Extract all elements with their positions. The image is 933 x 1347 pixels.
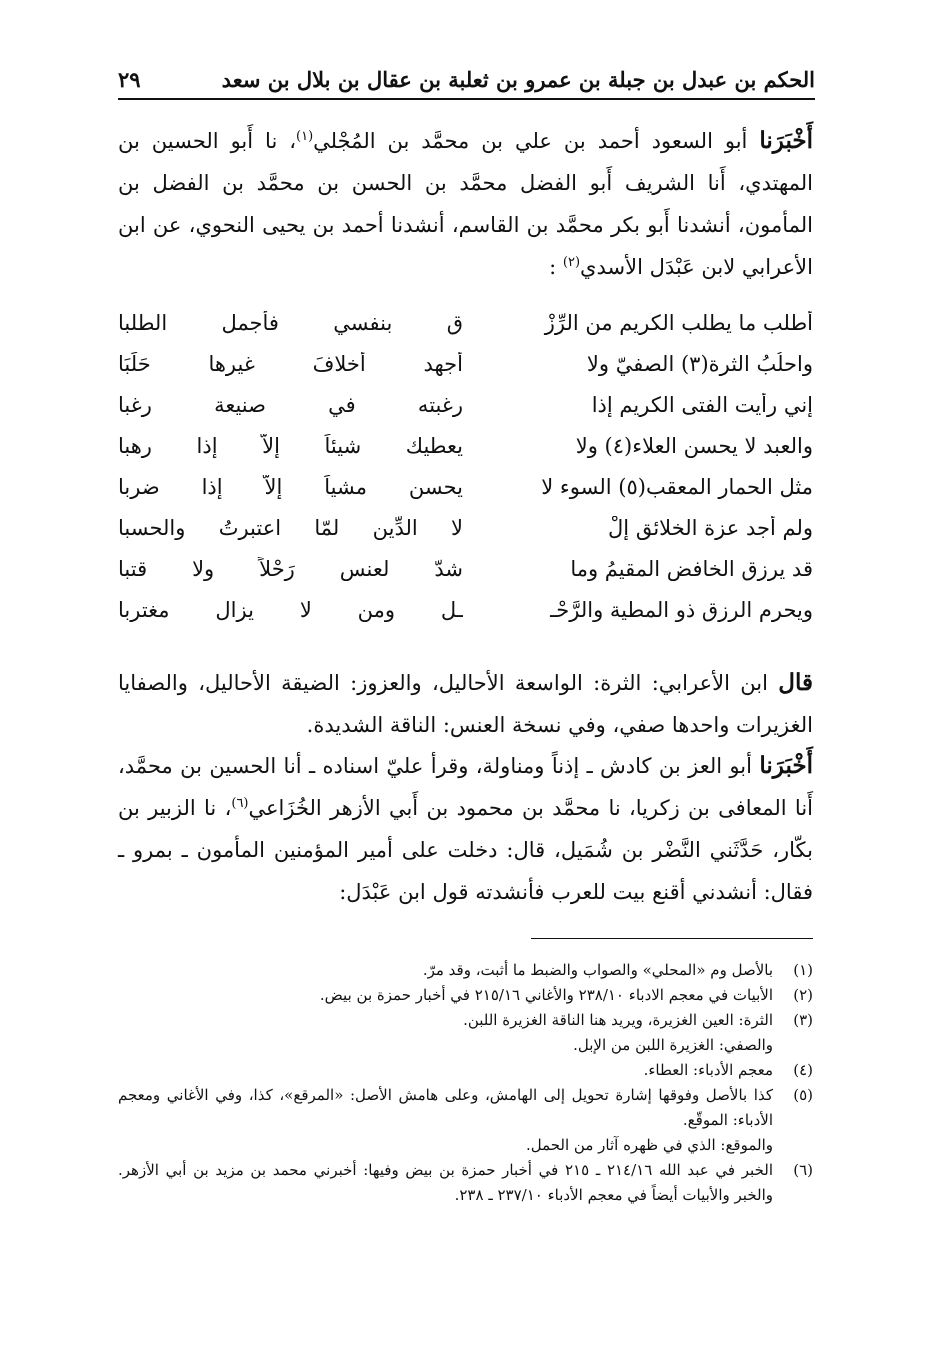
- footnote-number: (٣): [793, 1011, 813, 1029]
- paragraph-text: ابن الأعرابي: الثرة: الواسعة الأحاليل، والعزوز: الضيقة الأحاليل، والصفايا الغزيرات واحدها صفي، وفي نسخة العنس: الناقة الشديدة.: [118, 671, 813, 737]
- poem-verse: [118, 343, 813, 384]
- footnote: [118, 983, 813, 1008]
- footnote-number: (٥): [793, 1086, 813, 1104]
- paragraph-glossary: [118, 662, 813, 746]
- footnote-continuation: والصفي: الغزيرة اللبن من الإبل.: [573, 1036, 773, 1054]
- page-number: ٢٩: [118, 67, 141, 92]
- footnote-text: كذا بالأصل وفوقها إشارة تحويل إلى الهامش، وعلى هامش الأصل: «المرقع»، كذا، وفي الأغاني ومعجم الأدباء: الموقّع.: [118, 1086, 773, 1129]
- verse-first-hemistich: مثل الحمار المعقب(٥) السوء لا: [541, 474, 813, 499]
- verse-first-hemistich: ويحرم الرزق ذو المطية والرَّحْـ: [550, 597, 813, 622]
- footnote-ref-6: (٦): [231, 796, 249, 811]
- footnote-separator: [531, 938, 813, 939]
- paragraph-lead-word: أَخْبَرَنا: [759, 752, 813, 779]
- paragraph-text: :: [549, 255, 563, 279]
- footnote: [118, 958, 813, 983]
- verse-second-hemistich: أجهد أخلافَ غيرها حَلَبَا: [118, 351, 463, 376]
- poem-verse: [118, 302, 813, 343]
- footnotes: [118, 958, 813, 1208]
- running-title: الحكم بن عبدل بن جبلة بن عمرو بن ثعلبة بن عقال بن بلال بن سعد: [221, 67, 815, 92]
- verse-second-hemistich: يحسن مشياً إلاَّ إذا ضربا: [118, 474, 463, 499]
- paragraph-text: أبو السعود أحمد بن علي بن محمَّد بن المُجْلي: [313, 129, 760, 153]
- footnote: [118, 1008, 813, 1033]
- footnote: [118, 1083, 813, 1133]
- footnote-text: معجم الأدباء: العطاء.: [643, 1061, 773, 1079]
- verse-first-hemistich: إني رأيت الفتى الكريم إذا: [591, 392, 813, 417]
- paragraph-lead-word: أَخْبَرَنا: [759, 127, 813, 154]
- header-rule: [118, 98, 815, 100]
- verse-second-hemistich: شدّ لعنس رَحْلاً ولا قتبا: [118, 556, 463, 581]
- footnote-ref-1: (١): [296, 129, 314, 144]
- verse-second-hemistich: لا الدِّين لمّا اعتبرتُ والحسبا: [118, 515, 463, 540]
- poem-verse: [118, 589, 813, 630]
- poem-verse: [118, 425, 813, 466]
- poem-verse: [118, 548, 813, 589]
- verse-first-hemistich: والعبد لا يحسن العلاء(٤) ولا: [575, 433, 813, 458]
- paragraph-text: ، نا الزبير بن بكّار، حَدَّثَني النَّضْر بن شُمَيل، قال: دخلت على أمير المؤمنين المأمون ـ بمرو ـ فقال: أنشدني أقنع بيت للعرب فأنشدته قول ابن عَبْدَل:: [118, 796, 813, 904]
- paragraph-text: أبو العز بن كادش ـ إذناً ومناولة، وقرأ عليّ اسناده ـ أنا الحسين بن محمَّد، أَنا المعافى بن زكريا، نا محمَّد بن محمود بن أَبي الأزهر الخُزَاعي: [118, 754, 813, 820]
- verse-first-hemistich: واحلُبُ الثرة(٣) الصفيّ ولا: [586, 351, 813, 376]
- poem: [118, 302, 813, 630]
- running-header: [118, 58, 815, 92]
- footnote-number: (١): [793, 961, 813, 979]
- paragraph-text: ، نا أَبو الحسين بن المهتدي، أَنا الشريف أَبو الفضل محمَّد بن الحسن بن محمَّد بن الفضل بن المأمون، أنشدنا أَبو بكر محمَّد بن القاسم، أنشدنا أحمد بن يحيى النحوي، عن ابن الأعرابي لابن عَبْدَل الأسدي: [118, 129, 813, 279]
- footnote-number: (٦): [793, 1161, 813, 1179]
- footnote-number: (٢): [793, 986, 813, 1004]
- footnote: [118, 1158, 813, 1208]
- poem-verse: [118, 466, 813, 507]
- verse-first-hemistich: أطلب ما يطلب الكريم من الرِّزْ: [544, 310, 813, 335]
- verse-second-hemistich: يعطيك شيئاً إلاَّ إذا رهبا: [118, 433, 463, 458]
- paragraph-lead-word: قال: [778, 669, 813, 696]
- footnote-continuation: والموقع: الذي في ظهره آثار من الحمل.: [525, 1136, 773, 1154]
- footnote-text: الخبر في عبد الله ٢١٤/١٦ ـ ٢١٥ في أخبار حمزة بن بيض وفيها: أخبرني محمد بن مزيد بن أبي الأزهر. والخبر والأبيات أيضاً في معجم الأدباء ٢٣٧/١٠ ـ ٢٣٨.: [118, 1161, 773, 1204]
- footnote-number: (٤): [793, 1061, 813, 1079]
- verse-second-hemistich: رغبته في صنيعة رغبا: [118, 392, 463, 417]
- footnote-ref-2: (٢): [562, 255, 581, 270]
- paragraph-isnad-1: [118, 120, 813, 288]
- footnote-text: الأبيات في معجم الادباء ٢٣٨/١٠ والأغاني ٢١٥/١٦ في أخبار حمزة بن بيض.: [319, 986, 773, 1004]
- poem-verse: [118, 384, 813, 425]
- footnote: [118, 1058, 813, 1083]
- poem-verse: [118, 507, 813, 548]
- verse-second-hemistich: ق بنفسي فأجمل الطلبا: [118, 310, 463, 335]
- verse-first-hemistich: ولم أجد عزة الخلائق إلْ: [608, 515, 813, 540]
- verse-second-hemistich: ـل ومن لا يزال مغتربا: [118, 597, 463, 622]
- footnote-text: بالأصل وم «المحلي» والصواب والضبط ما أثبت، وقد مرّ.: [422, 961, 773, 979]
- verse-first-hemistich: قد يرزق الخافض المقيمُ وما: [570, 556, 813, 581]
- footnote-text: الثرة: العين الغزيرة، ويريد هنا الناقة الغزيرة اللبن.: [463, 1011, 773, 1029]
- paragraph-isnad-2: [118, 745, 813, 913]
